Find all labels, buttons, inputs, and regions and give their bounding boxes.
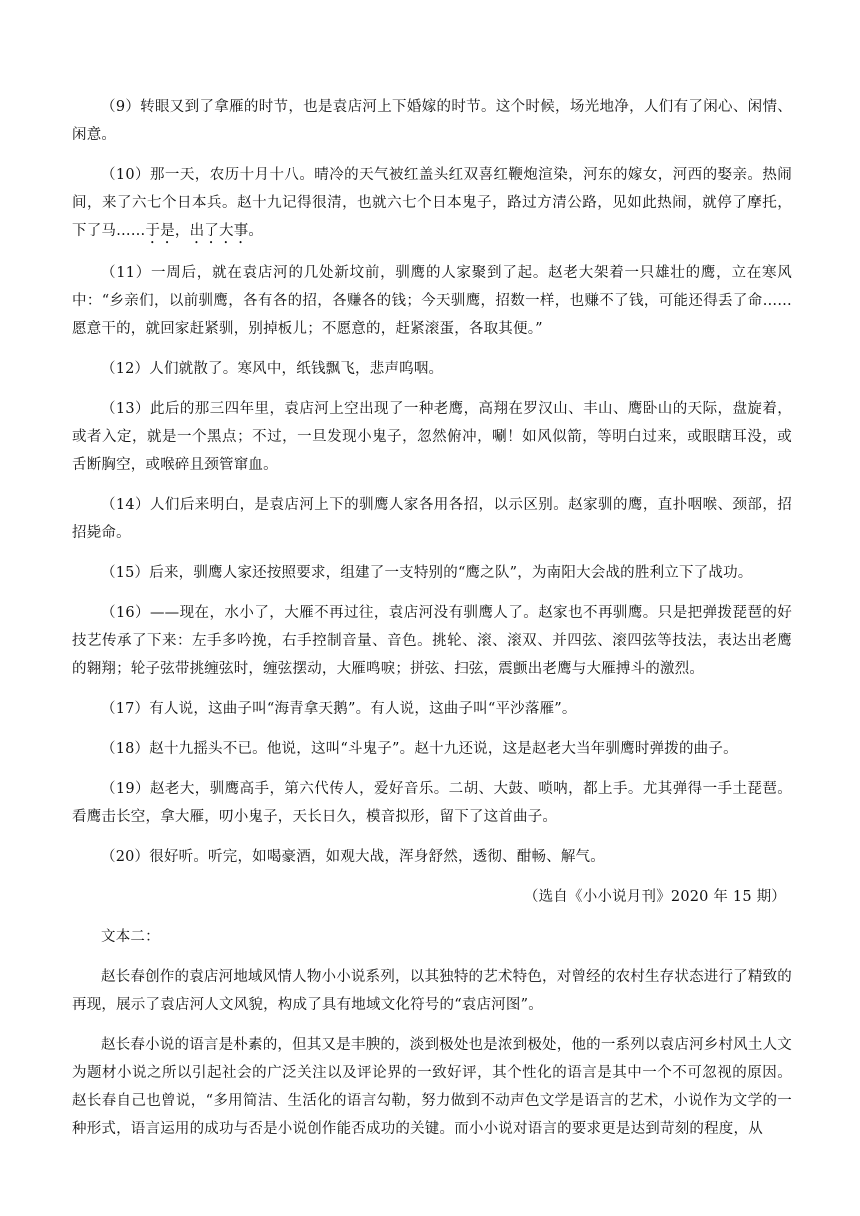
paragraph-18: （18）赵十九摇头不已。他说，这叫“斗鬼子”。赵十九还说，这是赵老大当年驯鹰时弹拨的曲子。	[101, 741, 738, 757]
paragraph-12: （12）人们就散了。寒风中，纸钱飘飞，悲声呜咽。	[101, 361, 444, 377]
paragraph-10-end: 。	[248, 223, 264, 239]
emphasized-phrase: 于是，出了大事	[145, 223, 249, 239]
document-body	[72, 93, 792, 1155]
paragraph-20: （20）很好听。听完，如喝豪酒，如观大战，浑身舒然，透彻、酣畅、解气。	[101, 849, 605, 865]
paragraph-10	[72, 161, 792, 247]
paragraph-15: （15）后来，驯鹰人家还按照要求，组建了一支特别的“鹰之队”，为南阳大会战的胜利立下了战功。	[101, 565, 753, 581]
paragraph-17: （17）有人说，这曲子叫“海青拿天鹅”。有人说，这曲子叫“平沙落雁”。	[101, 701, 577, 717]
paragraph-14: （14）人们后来明白，是袁店河上下的驯鹰人家各用各招，以示区别。赵家驯的鹰，直扑咽喉、颈部，招招毙命。	[72, 497, 792, 541]
paragraph-11: （11）一周后，就在袁店河的几处新坟前，驯鹰的人家聚到了起。赵老大架着一只雄壮的鹰，立在寒风中：“乡亲们，以前驯鹰，各有各的招，各赚各的钱；今天驯鹰，招数一样，也赚不了钱，可能还得丢了命……愿意干的，就回家赶紧驯，别掉板儿；不愿意的，赶紧滚蛋，各取其便。”	[72, 265, 792, 337]
text2-paragraph-1: 赵长春创作的袁店河地域风情人物小小说系列，以其独特的艺术特色，对曾经的农村生存状态进行了精致的再现，展示了袁店河人文风貌，构成了具有地域文化符号的“袁店河图”。	[72, 969, 792, 1013]
source-citation: （选自《小小说月刊》2020 年 15 期）	[523, 889, 786, 905]
text2-heading: 文本二：	[101, 929, 160, 945]
paragraph-16: （16）——现在，水小了，大雁不再过往，袁店河没有驯鹰人了。赵家也不再驯鹰。只是把弹拨琵琶的好技艺传承了下来：左手多吟挽，右手控制音量、音色。挑轮、滚、滚双、并四弦、滚四弦等技法，表达出老鹰的翱翔；轮子弦带挑缠弦时，缠弦摆动，大雁鸣唳；拼弦、扫弦，震颤出老鹰与大雁搏斗的激烈。	[72, 605, 792, 677]
text2-paragraph-2: 赵长春小说的语言是朴素的，但其又是丰腴的，淡到极处也是浓到极处，他的一系列以袁店河乡村风土人文为题材小说之所以引起社会的广泛关注以及评论界的一致好评，其个性化的语言是其中一个不可忽视的原因。赵长春自己也曾说，“多用简洁、生活化的语言勾勒，努力做到不动声色文学是语言的艺术，小说作为文学的一种形式，语言运用的成功与否是小说创作能否成功的关键。而小小说对语言的要求更是达到苛刻的程度，从	[72, 1037, 792, 1137]
paragraph-9: （9）转眼又到了拿雁的时节，也是袁店河上下婚嫁的时节。这个时候，场光地净，人们有了闲心、闲情、闲意。	[72, 99, 792, 143]
paragraph-19: （19）赵老大，驯鹰高手，第六代传人，爱好音乐。二胡、大鼓、唢呐，都上手。尤其弹得一手土琵琶。看鹰击长空，拿大雁，叨小鬼子，天长日久，模音拟形，留下了这首曲子。	[72, 781, 792, 825]
paragraph-13: （13）此后的那三四年里，袁店河上空出现了一种老鹰，高翔在罗汉山、丰山、鹰卧山的天际，盘旋着，或者入定，就是一个黑点；不过，一旦发现小鬼子，忽然俯冲，唰！如风似箭，等明白过来，或眼瞎耳没，或舌断胸空，或喉碎且颈管窜血。	[72, 401, 792, 473]
paragraph-10-text: （10）那一天，农历十月十八。晴冷的天气被红盖头红双喜红鞭炮渲染，河东的嫁女，河西的娶亲。热闹间，来了六七个日本兵。赵十九记得很清，也就六七个日本鬼子，路过方清公路，见如此热闹，就停了摩托，下了马……	[72, 167, 792, 239]
